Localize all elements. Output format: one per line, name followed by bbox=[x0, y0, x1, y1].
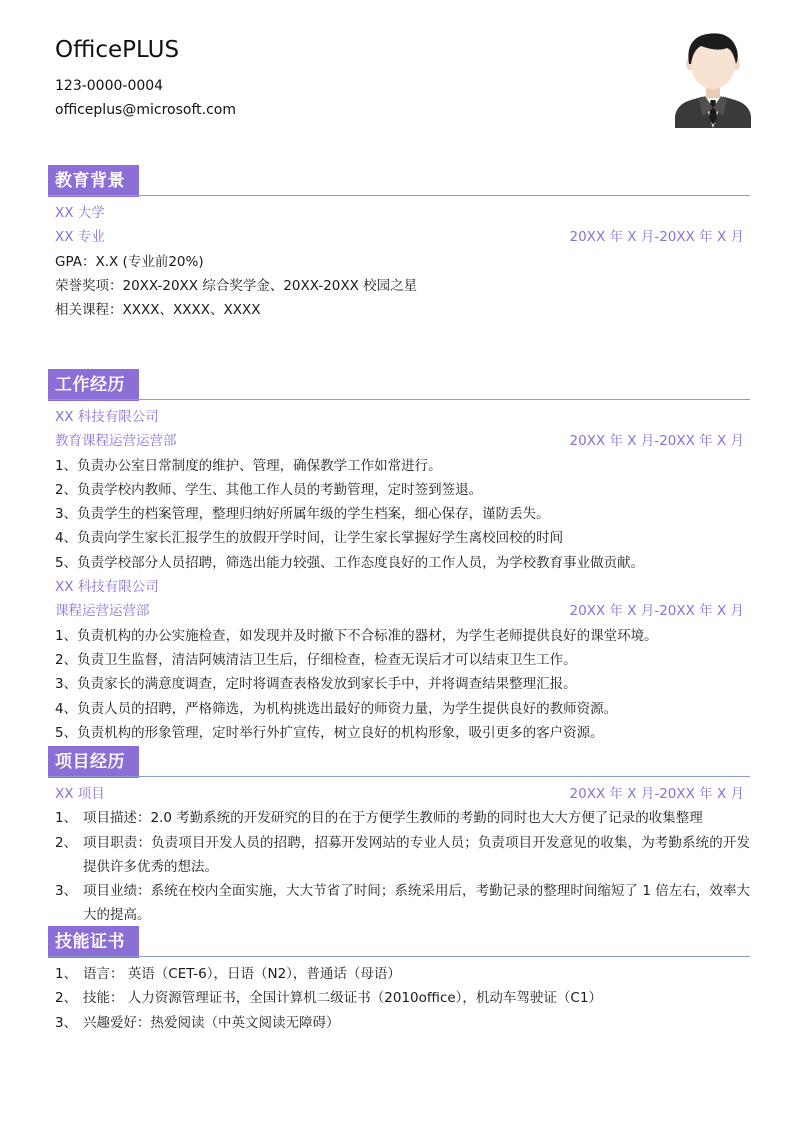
item-text: 项目描述：2.0 考勤系统的开发研究的目的在于方便学生教师的考勤的同时也大大方便了记录的收集整理 bbox=[83, 810, 703, 827]
list-item bbox=[55, 1011, 750, 1035]
item-number: 4、 bbox=[55, 700, 78, 717]
item-text: 负责办公室日常制度的维护、管理，确保教学工作如常进行。 bbox=[77, 457, 442, 474]
skills-heading bbox=[48, 926, 750, 958]
education-date: 20XX 年 X 月-20XX 年 X 月 bbox=[569, 229, 744, 246]
school-name: XX 大学 bbox=[55, 205, 105, 221]
work-section bbox=[48, 369, 750, 745]
list-item bbox=[55, 502, 750, 526]
item-number: 1、 bbox=[55, 457, 78, 474]
project-title: 项目经历 bbox=[48, 746, 139, 778]
item-text: 负责学生的档案管理，整理归纳好所属年级的学生档案，细心保存，谨防丢失。 bbox=[77, 506, 550, 523]
item-text: 负责学校内教师、学生、其他工作人员的考勤管理，定时签到签退。 bbox=[77, 481, 483, 498]
item-text: 负责家长的满意度调查，定时将调查表格发放到家长手中，并将调查结果整理汇报。 bbox=[77, 676, 577, 693]
list-item bbox=[55, 672, 750, 696]
honors-line: 荣誉奖项：20XX-20XX 综合奖学金、20XX-20XX 校园之星 bbox=[55, 277, 418, 294]
list-item bbox=[55, 624, 750, 648]
work-heading bbox=[48, 369, 750, 401]
major-name: XX 专业 bbox=[55, 229, 105, 246]
item-number: 5、 bbox=[55, 724, 78, 741]
major-row bbox=[55, 225, 750, 249]
item-text: 负责学校部分人员招聘，筛选出能力较强、工作态度良好的工作人员，为学校教育事业做贡献。 bbox=[77, 554, 645, 571]
item-text: 技能： 人力资源管理证书，全国计算机二级证书（2010office），机动车驾驶证（C1） bbox=[83, 990, 602, 1007]
company-name: XX 科技有限公司 bbox=[55, 409, 159, 425]
dept-row bbox=[55, 429, 750, 453]
item-text: 负责机构的办公实施检查，如发现并及时撤下不合标准的器材，为学生老师提供良好的课堂环境。 bbox=[77, 627, 658, 644]
company-name: XX 科技有限公司 bbox=[55, 579, 159, 596]
project-heading bbox=[48, 746, 750, 778]
department-name: 课程运营运营部 bbox=[55, 603, 150, 620]
list-item bbox=[55, 526, 750, 550]
list-item bbox=[55, 879, 750, 928]
dept-row bbox=[55, 599, 750, 623]
item-text: 项目业绩：系统在校内全面实施，大大节省了时间；系统采用后，考勤记录的整理时间缩短了 1 倍左右，效率大大的提高。 bbox=[83, 883, 750, 924]
candidate-name: OfficePLUS bbox=[55, 37, 180, 63]
project-row bbox=[55, 782, 750, 806]
work-title: 工作经历 bbox=[48, 369, 139, 401]
item-number: 4、 bbox=[55, 530, 78, 547]
job-date: 20XX 年 X 月-20XX 年 X 月 bbox=[569, 433, 744, 450]
item-text: 负责向学生家长汇报学生的放假开学时间，让学生家长掌握好学生离校回校的时间 bbox=[77, 530, 564, 547]
phone-number: 123-0000-0004 bbox=[55, 78, 164, 94]
resume-header bbox=[55, 36, 236, 122]
item-text: 语言： 英语（CET-6），日语（N2），普通话（母语） bbox=[83, 966, 401, 982]
item-text: 负责机构的形象管理，定时举行外扩宣传，树立良好的机构形象，吸引更多的客户资源。 bbox=[77, 724, 604, 741]
item-number: 3、 bbox=[55, 883, 78, 900]
item-number: 3、 bbox=[55, 676, 78, 693]
courses-line: 相关课程：XXXX、XXXX、XXXX bbox=[55, 302, 261, 319]
list-item bbox=[55, 831, 750, 880]
education-heading bbox=[48, 165, 750, 197]
item-number: 2、 bbox=[55, 834, 78, 851]
item-text: 负责人员的招聘，严格筛选，为机构挑选出最好的师资力量，为学生提供良好的教师资源。 bbox=[77, 700, 618, 717]
item-number: 1、 bbox=[55, 627, 78, 644]
list-item bbox=[55, 986, 750, 1010]
project-section bbox=[48, 746, 750, 928]
item-number: 2、 bbox=[55, 651, 78, 668]
education-section bbox=[48, 165, 750, 322]
section-divider bbox=[48, 195, 750, 196]
gpa-line: GPA：X.X (专业前20%) bbox=[55, 253, 204, 270]
avatar bbox=[675, 30, 751, 128]
project-name: XX 项目 bbox=[55, 786, 105, 802]
item-number: 2、 bbox=[55, 481, 78, 498]
item-number: 5、 bbox=[55, 554, 78, 571]
job-date: 20XX 年 X 月-20XX 年 X 月 bbox=[569, 603, 744, 620]
section-divider bbox=[48, 399, 750, 400]
section-divider bbox=[48, 956, 750, 957]
education-title: 教育背景 bbox=[48, 165, 139, 197]
list-item bbox=[55, 454, 750, 478]
list-item bbox=[55, 648, 750, 672]
list-item bbox=[55, 551, 750, 575]
email-address: officeplus@microsoft.com bbox=[55, 102, 236, 118]
project-date: 20XX 年 X 月-20XX 年 X 月 bbox=[569, 786, 744, 802]
item-number: 3、 bbox=[55, 1014, 78, 1031]
item-text: 负责卫生监督，清洁阿姨清洁卫生后，仔细检查，检查无误后才可以结束卫生工作。 bbox=[77, 651, 577, 668]
item-number: 1、 bbox=[55, 810, 78, 827]
skills-section bbox=[48, 926, 750, 1035]
list-item bbox=[55, 721, 750, 745]
list-item bbox=[55, 806, 750, 830]
department-name: 教育课程运营运营部 bbox=[55, 433, 177, 450]
item-number: 1、 bbox=[55, 966, 78, 982]
item-number: 3、 bbox=[55, 506, 78, 523]
list-item bbox=[55, 962, 750, 986]
item-text: 项目职责：负责项目开发人员的招聘，招募开发网站的专业人员；负责项目开发意见的收集，为考勤系统的开发提供许多优秀的想法。 bbox=[83, 834, 750, 875]
list-item bbox=[55, 697, 750, 721]
list-item bbox=[55, 478, 750, 502]
section-divider bbox=[48, 776, 750, 777]
item-text: 兴趣爱好：热爱阅读（中英文阅读无障碍） bbox=[83, 1014, 340, 1031]
skills-title: 技能证书 bbox=[48, 926, 139, 958]
item-number: 2、 bbox=[55, 990, 78, 1007]
